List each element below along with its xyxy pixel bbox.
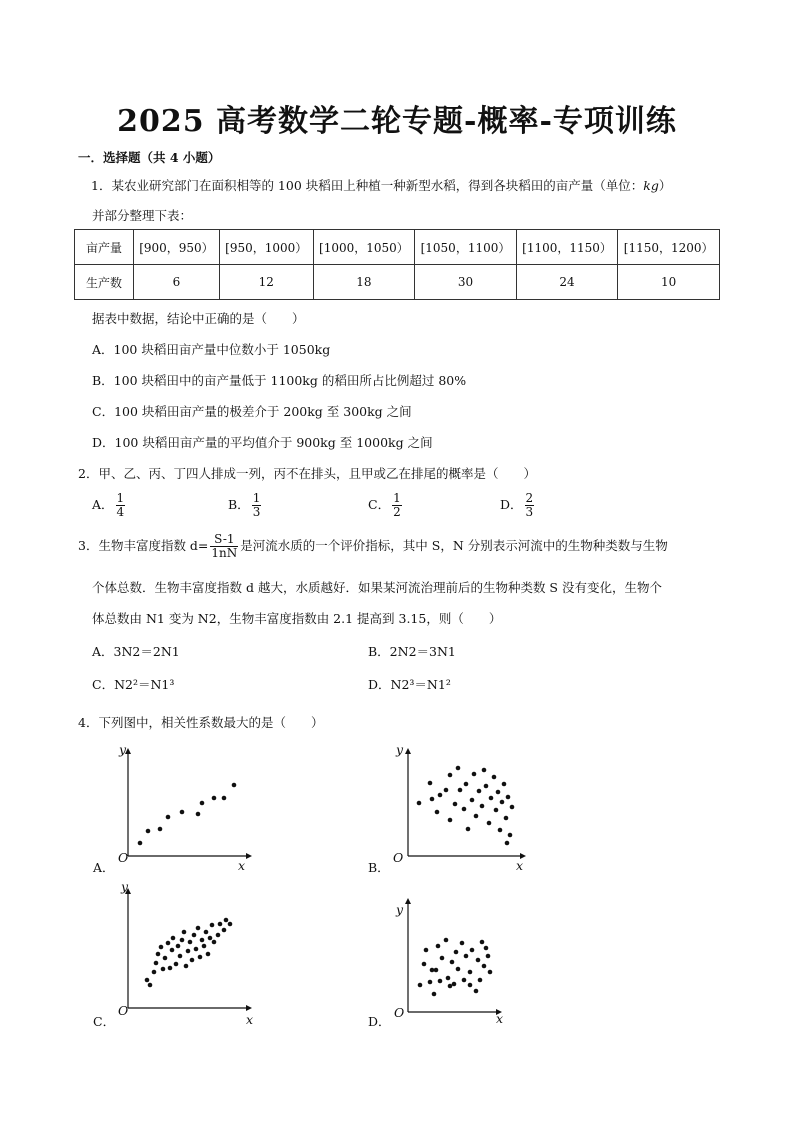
- scatter-point: [484, 946, 489, 951]
- plot-b-y-axis-label: y: [396, 742, 404, 757]
- scatter-point: [182, 930, 187, 935]
- scatter-point: [200, 938, 205, 943]
- plot-b-x-axis-label: x: [516, 858, 524, 873]
- scatter-point: [498, 828, 503, 833]
- plot-d-y-axis-label: y: [396, 902, 404, 917]
- table-cell: 30: [415, 265, 517, 300]
- q4-stem: 4．下列图中，相关性系数最大的是（ ）: [78, 715, 324, 730]
- plot-a-x-axis-label: x: [238, 858, 246, 873]
- scatter-point: [204, 930, 209, 935]
- scatter-point: [424, 948, 429, 953]
- table-cell: [950，1000）: [219, 230, 313, 265]
- scatter-point: [474, 989, 479, 994]
- scatter-point: [222, 928, 227, 933]
- scatter-point: [422, 962, 427, 967]
- table-cell: 6: [134, 265, 220, 300]
- scatter-point: [188, 940, 193, 945]
- scatter-point: [161, 967, 166, 972]
- scatter-point: [430, 797, 435, 802]
- scatter-point: [444, 788, 449, 793]
- scatter-point: [435, 810, 440, 815]
- scatter-point: [154, 961, 159, 966]
- q2-option-a: A． $\frac{1}{4}$: [92, 491, 125, 519]
- scatter-point: [477, 789, 482, 794]
- plot-b-origin: O: [393, 850, 404, 865]
- scatter-point: [470, 948, 475, 953]
- table-cell: [1150，1200）: [618, 230, 720, 265]
- scatter-point: [232, 783, 237, 788]
- plot-c-y-axis-label: y: [121, 879, 129, 894]
- row-header-count: 生产数: [75, 265, 134, 300]
- scatter-point: [434, 968, 439, 973]
- scatter-point: [212, 940, 217, 945]
- scatter-point: [156, 952, 161, 957]
- scatter-point: [438, 979, 443, 984]
- plot-d-x-axis-label: x: [496, 1011, 504, 1026]
- scatter-point: [170, 948, 175, 953]
- scatter-point: [180, 810, 185, 815]
- scatter-point: [138, 841, 143, 846]
- plot-c-origin: O: [118, 1003, 129, 1018]
- scatter-point: [446, 976, 451, 981]
- scatter-point: [180, 938, 185, 943]
- scatter-point: [228, 922, 233, 927]
- scatter-point: [186, 949, 191, 954]
- scatter-point: [462, 807, 467, 812]
- scatter-point: [212, 796, 217, 801]
- scatter-point: [152, 970, 157, 975]
- scatter-point: [468, 970, 473, 975]
- scatter-plot-c: [112, 880, 262, 1020]
- scatter-point: [216, 933, 221, 938]
- scatter-point: [194, 947, 199, 952]
- q3-stem-line3: 体总数由 N1 变为 N2，生物丰富度指数由 2.1 提高到 3.15，则（ ）: [92, 611, 502, 626]
- scatter-point: [489, 796, 494, 801]
- yield-table: [74, 229, 720, 300]
- q2-option-b: B． $\frac{1}{3}$: [228, 491, 261, 519]
- scatter-point: [452, 982, 457, 987]
- scatter-point: [464, 954, 469, 959]
- scatter-point: [462, 978, 467, 983]
- scatter-point: [510, 805, 515, 810]
- scatter-point: [190, 958, 195, 963]
- scatter-point: [504, 816, 509, 821]
- table-cell: 12: [219, 265, 313, 300]
- plot-c-label: C．: [93, 1014, 116, 1029]
- scatter-point: [505, 841, 510, 846]
- table-cell: [1000，1050）: [313, 230, 415, 265]
- q1-option-c: C．100 块稻田亩产量的极差介于 200kg 至 300kg 之间: [92, 404, 412, 419]
- scatter-point: [210, 923, 215, 928]
- scatter-point: [436, 944, 441, 949]
- scatter-point: [184, 964, 189, 969]
- scatter-point: [482, 768, 487, 773]
- row-header-yield: 亩产量: [75, 230, 134, 265]
- table-cell: [1100，1150）: [516, 230, 618, 265]
- scatter-point: [494, 808, 499, 813]
- section-heading: 一．选择题（共 4 小题）: [78, 150, 221, 165]
- scatter-point: [488, 970, 493, 975]
- page-title: 2025 高考数学二轮专题-概率-专项训练: [117, 104, 677, 139]
- scatter-point: [432, 992, 437, 997]
- scatter-point: [146, 829, 151, 834]
- scatter-point: [438, 793, 443, 798]
- scatter-point: [418, 983, 423, 988]
- plot-d-origin: O: [394, 1005, 405, 1020]
- q1-option-d: D．100 块稻田亩产量的平均值介于 900kg 至 1000kg 之间: [92, 435, 433, 450]
- plot-c-x-axis-label: x: [246, 1012, 254, 1027]
- scatter-point: [500, 800, 505, 805]
- scatter-point: [460, 941, 465, 946]
- q3-option-a: A．3N2＝2N1: [92, 644, 180, 659]
- table-cell: 10: [618, 265, 720, 300]
- scatter-point: [450, 960, 455, 965]
- scatter-point: [200, 801, 205, 806]
- table-row: [75, 230, 720, 265]
- scatter-point: [470, 798, 475, 803]
- q2-option-c: C． $\frac{1}{2}$: [368, 491, 401, 519]
- scatter-point: [158, 827, 163, 832]
- scatter-point: [166, 815, 171, 820]
- scatter-point: [202, 944, 207, 949]
- q2-option-d: D． $\frac{2}{3}$: [500, 491, 534, 519]
- scatter-point: [171, 936, 176, 941]
- scatter-point: [464, 782, 469, 787]
- scatter-point: [492, 775, 497, 780]
- scatter-point: [159, 945, 164, 950]
- scatter-point: [178, 954, 183, 959]
- q3-stem-line1: 3．生物丰富度指数 d= $\frac{S-1}{1nN}$ 是河流水质的一个评价指标，其中 S，N 分别表示河流中的生物种类数与生物: [78, 532, 668, 560]
- scatter-point: [480, 804, 485, 809]
- scatter-plot-b: [392, 740, 542, 870]
- plot-a-origin: O: [118, 850, 129, 865]
- scatter-plot-a: [112, 740, 262, 870]
- scatter-point: [474, 814, 479, 819]
- table-row: [75, 265, 720, 300]
- scatter-point: [430, 968, 435, 973]
- scatter-point: [456, 766, 461, 771]
- scatter-point: [454, 950, 459, 955]
- q3-option-b: B．2N2＝3N1: [368, 644, 456, 659]
- scatter-point: [458, 788, 463, 793]
- scatter-point: [448, 984, 453, 989]
- plot-a-label: A．: [93, 860, 115, 875]
- scatter-point: [496, 790, 501, 795]
- table-cell: [1050，1100）: [415, 230, 517, 265]
- scatter-point: [508, 833, 513, 838]
- q3-option-c: C．N2²＝N1³: [92, 677, 175, 692]
- scatter-point: [480, 940, 485, 945]
- scatter-point: [468, 983, 473, 988]
- scatter-point: [168, 966, 173, 971]
- scatter-point: [224, 918, 229, 923]
- scatter-point: [487, 821, 492, 826]
- scatter-point: [466, 827, 471, 832]
- scatter-point: [222, 796, 227, 801]
- q1-option-b: B．100 块稻田中的亩产量低于 1100kg 的稻田所占比例超过 80%: [92, 373, 467, 388]
- scatter-point: [198, 955, 203, 960]
- scatter-point: [206, 952, 211, 957]
- scatter-point: [486, 954, 491, 959]
- scatter-point: [218, 922, 223, 927]
- scatter-point: [506, 795, 511, 800]
- scatter-point: [196, 926, 201, 931]
- plot-b-label: B．: [368, 860, 390, 875]
- q3-stem-line2: 个体总数．生物丰富度指数 d 越大，水质越好．如果某河流治理前后的生物种类数 S 没有变化，生物个: [92, 580, 662, 595]
- scatter-point: [440, 956, 445, 961]
- scatter-point: [417, 801, 422, 806]
- q1-stem-line2: 并部分整理下表：: [92, 208, 193, 223]
- scatter-point: [163, 956, 168, 961]
- scatter-point: [472, 772, 477, 777]
- scatter-point: [176, 944, 181, 949]
- scatter-point: [196, 812, 201, 817]
- scatter-point: [478, 978, 483, 983]
- table-cell: [900，950）: [134, 230, 220, 265]
- scatter-point: [428, 781, 433, 786]
- scatter-point: [456, 967, 461, 972]
- scatter-point: [476, 958, 481, 963]
- scatter-point: [484, 784, 489, 789]
- plot-a-y-axis-label: y: [119, 742, 127, 757]
- scatter-point: [448, 818, 453, 823]
- scatter-point: [448, 773, 453, 778]
- scatter-point: [166, 941, 171, 946]
- q1-prompt: 据表中数据，结论中正确的是（ ）: [92, 311, 305, 326]
- scatter-point: [174, 962, 179, 967]
- scatter-plot-d: [392, 890, 542, 1020]
- scatter-point: [453, 802, 458, 807]
- q1-stem-line1: 1．某农业研究部门在面积相等的 100 块稻田上种植一种新型水稻，得到各块稻田的亩产量（单位：kg）: [91, 178, 672, 193]
- scatter-point: [208, 936, 213, 941]
- q1-option-a: A．100 块稻田亩产量中位数小于 1050kg: [92, 342, 331, 357]
- scatter-point: [192, 933, 197, 938]
- scatter-point: [502, 782, 507, 787]
- scatter-point: [145, 978, 150, 983]
- q3-option-d: D．N2³＝N1²: [368, 677, 451, 692]
- table-cell: 18: [313, 265, 415, 300]
- table-cell: 24: [516, 265, 618, 300]
- scatter-point: [148, 983, 153, 988]
- q2-stem: 2．甲、乙、丙、丁四人排成一列，丙不在排头，且甲或乙在排尾的概率是（ ）: [78, 466, 536, 481]
- scatter-point: [428, 980, 433, 985]
- scatter-point: [444, 938, 449, 943]
- scatter-point: [482, 964, 487, 969]
- plot-d-label: D．: [368, 1014, 391, 1029]
